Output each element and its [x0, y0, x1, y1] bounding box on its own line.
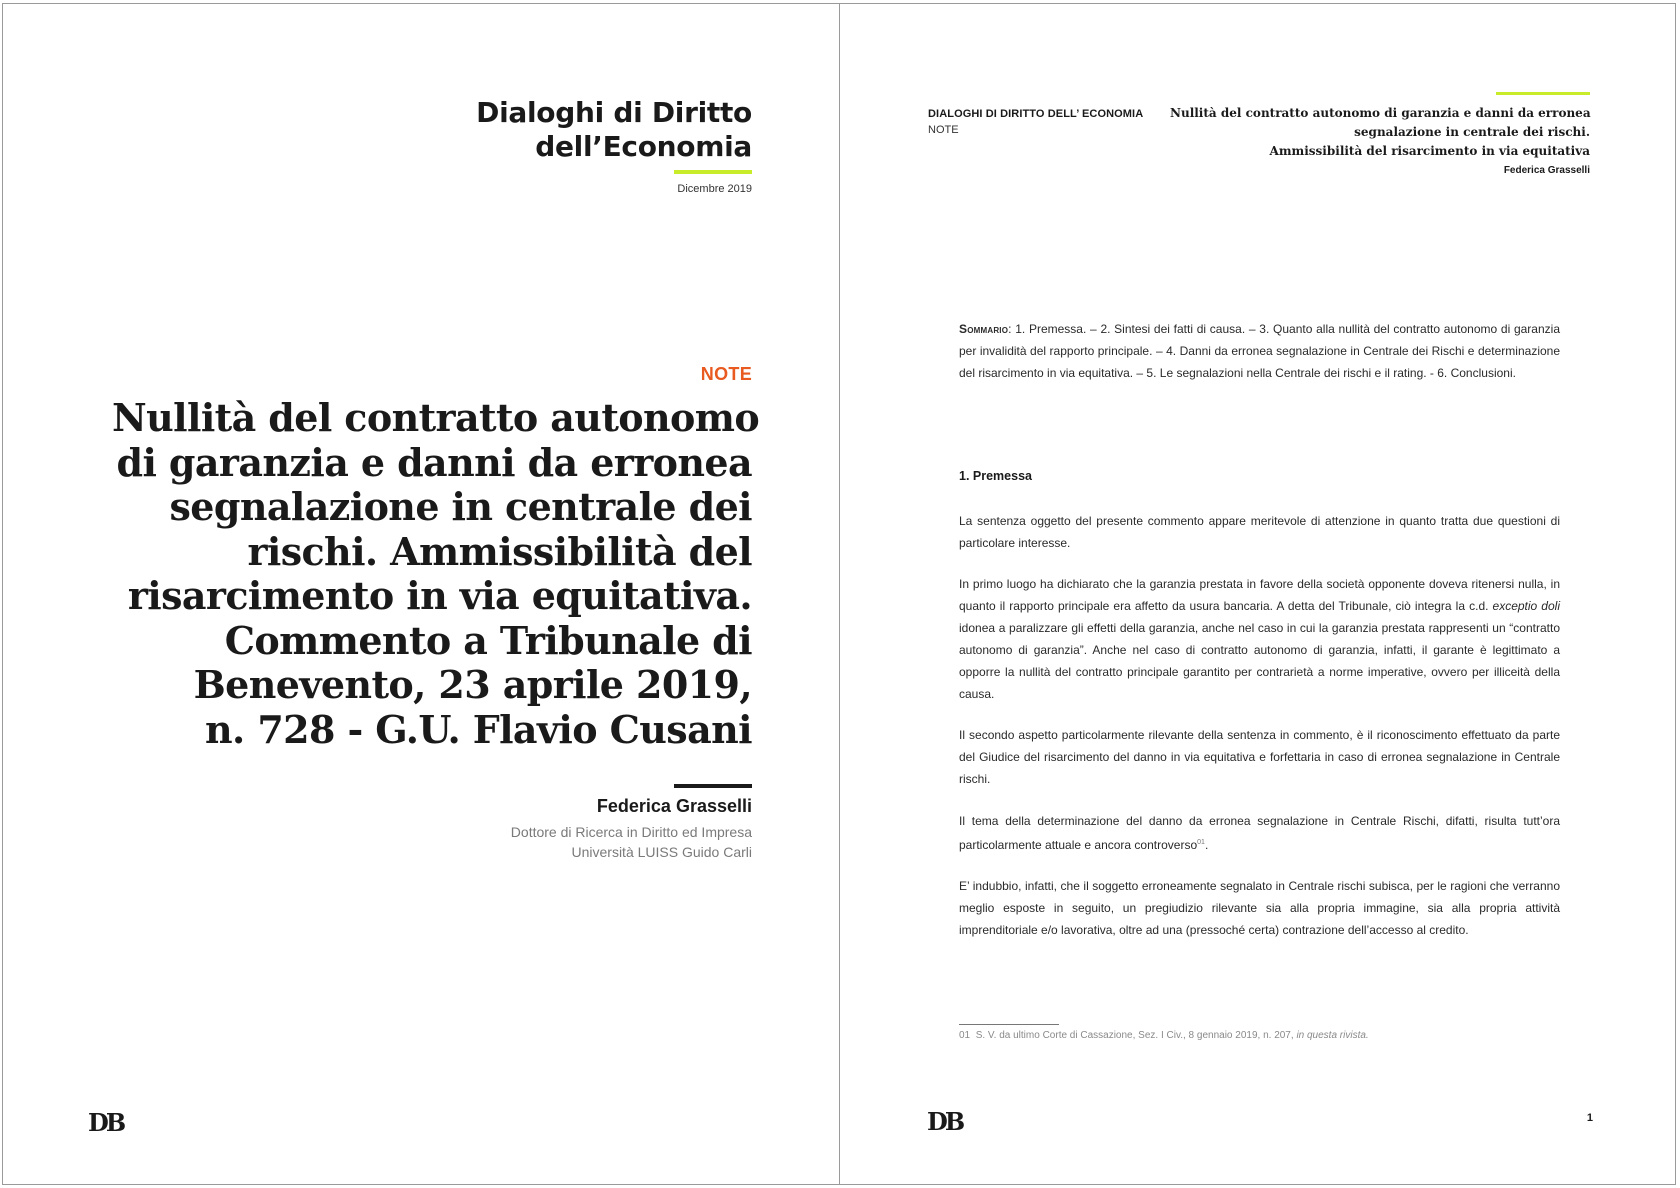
summary [959, 318, 1560, 384]
paragraph-text: . [1204, 838, 1209, 852]
affiliation-line: Università LUISS Guido Carli [571, 844, 752, 860]
accent-rule [674, 170, 752, 174]
author-name: Federica Grasselli [596, 796, 752, 816]
article-title-line: Nullità del contratto autonomo [112, 395, 760, 440]
article-title-line: segnalazione in centrale dei [169, 484, 752, 529]
summary-text: : 1. Premessa. – 2. Sintesi dei fatti di causa. – 3. Quanto alla nullità del contratto autonomo di garanzia per invalidità del rapporto principale. – 4. Danni da erronea segnalazione in Centrale dei Rischi e determinazione del risarcimento in via equitativa. – 5. Le segnalazioni nella Centrale dei rischi e il rating. - 6. Conclusioni. [959, 322, 1560, 380]
journal-title-line: Dialoghi di Diritto [476, 96, 752, 129]
paragraph-italic: exceptio doli [1492, 599, 1560, 613]
running-title-line: segnalazione in centrale dei rischi. [1354, 125, 1590, 139]
article-title [112, 395, 760, 752]
author-rule [674, 784, 752, 788]
running-head-journal: DIALOGHI DI DIRITTO DELL’ ECONOMIA [928, 108, 1144, 120]
running-title-line: Nullità del contratto autonomo di garanzia e danni da erronea [1170, 106, 1591, 120]
article-title-line: Benevento, 23 aprile 2019, [193, 662, 752, 707]
journal-logo: DB [88, 1108, 124, 1137]
footnote-text: S. V. da ultimo Corte di Cassazione, Sez. I Civ., 8 gennaio 2019, n. 207, [975, 1030, 1297, 1041]
paragraph: E’ indubbio, infatti, che il soggetto erroneamente segnalato in Centrale rischi subisca, per le ragioni che verranno meglio esposte in seguito, un pregiudizio rilevante sia alla propria immagine, sia alla propria attività imprenditoriale e/o lavorativa, oltre ad una (pressoché certa) contrazione dell’accesso al credito. [959, 879, 1560, 937]
footnote-rule [959, 1024, 1059, 1025]
section-heading: 1. Premessa [959, 469, 1032, 483]
journal-logo: DB [927, 1107, 963, 1136]
article-title-line: n. 728 - G.U. Flavio Cusani [205, 706, 752, 752]
paragraph [959, 573, 1560, 705]
running-author: Federica Grasselli [1503, 165, 1590, 176]
paragraph-text: idonea a paralizzare gli effetti della garanzia, anche nel caso in cui la garanzia prestata rappresenti un “contratto autonomo di garanzia”. Anche nel caso di contratto autonomo di garanzia, infatti, il garante è legittimato a opporre la nullità del contratto principale garantito per contrarietà a norme imperative, ovvero per illiceità della causa. [959, 621, 1560, 701]
paragraph-text: In primo luogo ha dichiarato che la garanzia prestata in favore della società opponente doveva ritenersi nulla, in quanto il rapporto principale era affetto da usura bancaria. A detta del Tribunale, ciò integra la c.d. [959, 577, 1560, 613]
footnote-number: 01 [959, 1030, 971, 1041]
footnote-ref[interactable]: 01 [1197, 839, 1205, 846]
page-number: 1 [1586, 1112, 1593, 1124]
paragraph [959, 810, 1560, 856]
section-label: NOTE [700, 364, 752, 384]
footnote [959, 1030, 1369, 1041]
article-title-line: risarcimento in via equitativa. [127, 573, 752, 618]
running-head-section: NOTE [928, 124, 959, 136]
article-title-line: Commento a Tribunale di [224, 617, 752, 663]
article-title-line: di garanzia e danni da erronea [116, 439, 752, 485]
paragraph-text: Il tema della determinazione del danno da erronea segnalazione in Centrale Rischi, difatti, risulta tutt’ora particolarmente attuale e ancora controverso [959, 814, 1560, 852]
running-title-line: Ammissibilità del risarcimento in via equitativa [1269, 144, 1590, 158]
author-affiliation [511, 822, 752, 862]
article-title-line: rischi. Ammissibilità del [247, 528, 752, 574]
right-page [840, 0, 1680, 1188]
paragraph: La sentenza oggetto del presente commento appare meritevole di attenzione in quanto tratta due questioni di particolare interesse. [959, 514, 1560, 550]
paragraph: Il secondo aspetto particolarmente rilevante della sentenza in commento, è il riconoscimento effettuato da parte del Giudice del risarcimento del danno in via equitativa e forfettaria in caso di erronea segnalazione in Centrale rischi. [959, 728, 1560, 786]
running-title [1170, 104, 1590, 161]
journal-title-line: dell’Economia [535, 130, 752, 163]
affiliation-line: Dottore di Ricerca in Diritto ed Impresa [510, 824, 752, 840]
issue-date: Dicembre 2019 [677, 183, 752, 195]
footnote-italic: in questa rivista. [1296, 1030, 1369, 1041]
accent-rule [1496, 92, 1590, 95]
journal-title [332, 96, 752, 164]
summary-label: Sommario [959, 322, 1009, 336]
